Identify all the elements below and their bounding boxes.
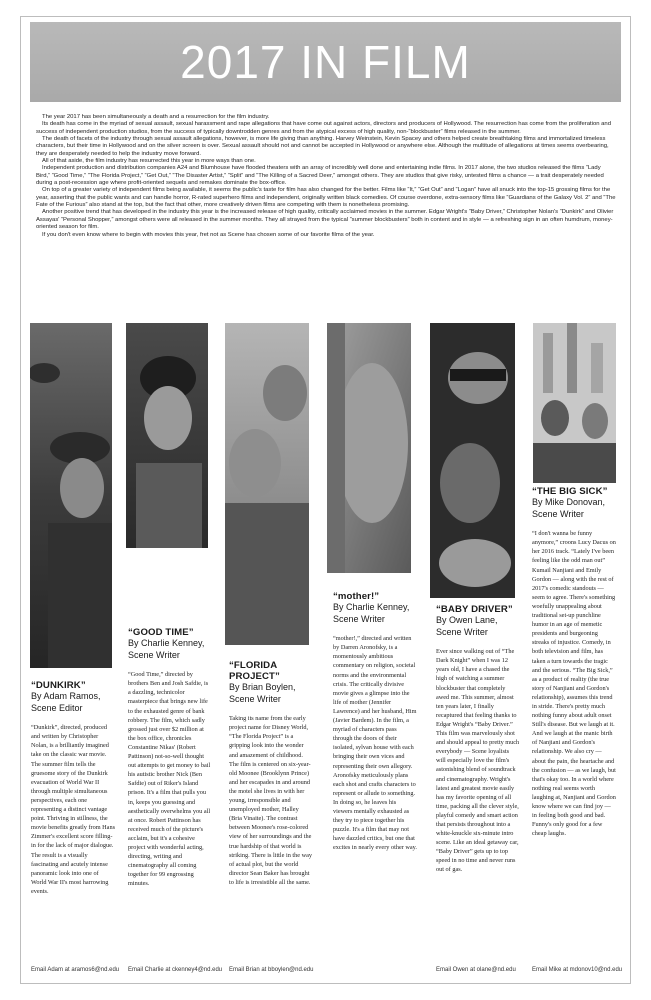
good-time-review	[128, 627, 212, 888]
review-title: “THE BIG SICK”	[532, 486, 608, 497]
intro-paragraph: On top of a greater variety of independent films being available, it seems the public's taste for film has also changed for the better. Films like “It,” “Get Out” and “Logan” have all snuck into the top-15 grossing films for the year, asserting that the public wants and can handle horror, R-rated superhero films and independent, originally written black comedies. Of course overdone, extra-sensory films like “Guardians of the Galaxy Vol. 2” and “The Fate of the Furious” also stand at the top, but the fact that other, more creatively driven films are competing with them is nonetheless promising.	[36, 187, 616, 209]
intro-paragraph: The death of facets of the industry through sexual assault allegations, however, is more life giving than anything. Harvey Weinstein, Kevin Spacey and others helped create breathtaking films and immortalized timeless characters, but their time in Hollywood and on the silver screen is over. Sexual assault should not and cannot be accepted in Hollywood or anywhere else. Although the multitude of allegations at times seems overbearing, they are desperately needed to help the industry move forward.	[36, 136, 609, 157]
review-title: “DUNKIRK”	[31, 680, 86, 691]
review-byline: By Adam Ramos,	[31, 691, 101, 701]
baby-driver-photo	[430, 323, 515, 598]
review-title: “BABY DRIVER”	[436, 604, 513, 615]
review-author-role: Scene Writer	[333, 613, 385, 624]
page-title: 2017 IN FILM	[180, 36, 471, 88]
intro-paragraph: The year 2017 has been simultaneously a death and a resurrection for the film industry.	[42, 114, 270, 120]
review-body: Taking its name from the early project name for Disney World, “The Florida Project” is a gripping look into the wonder and amazement of childhood. The film is centered on six-year-old Moonee (Brooklynn Prince) and her escapades in and around the motel she lives in with her young, irresponsible and unemployed mother, Halley (Bria Vinaite). The contrast between Moonee's rose-colored view of her surroundings and the true hardship of that world is striking. There is little in the way of actual plot, but the world director Sean Baker has brought to life is irresistible all the same.	[229, 715, 313, 886]
review-body: “I don't wanna be funny anymore,” croons Lucy Dacus on her 2016 track. “Lately I've been feeling like the odd man out” Kumail Nanjiani and Emily Gordon — along with the rest of 2017's comedic standouts — seem to agree. There's something woefully unappealing about traditional set-up punchline humor in an age of memetic presidents and burgeoning streaks of injustice. Comedy, in both television and film, has taken a turn towards the tragic and the serious. “The Big Sick,” as a product of reality (the true story of Nanjiani and Gordon's relationship), assumes this trend in stride. There's pretty much nothing funny about adult onset Still's disease. But we laugh at it. And we laugh at the manic birth of Nanjiani and Gordon's relationship. We also cry — about the pain, the heartache and the confusion — as we laugh, but that's okay too. In a world where nothing real seems worth laughing at, Nanjiani and Gordon know where we can find joy — in feeling both good and bad. Funny's only good for a few cheap laughs.	[532, 530, 616, 838]
review-body: “Good Time,” directed by brothers Ben and Josh Safdie, is a dazzling, technicolor masterpiece that brings new life to the exhausted genre of bank robbery. The film, which sadly grossed just over $2 million at the box office, chronicles Constantine Nikas' (Robert Pattinson) not-so-well thought out attempts to get money to bail his autistic brother Nick (Ben Safdie) out of Riker's Island prison. It's a film that pulls you in, keeps you guessing and aesthetically overwhelms you all at once. Robert Pattinson has received much of the picture's acclaim, but it's a cohesive project with wonderful acting, directing, writing and cinematography all coming together for 99 engrossing minutes.	[128, 671, 211, 888]
dunkirk-review	[31, 680, 115, 896]
review-byline: By Brian Boylen,	[229, 682, 296, 692]
dunkirk-photo	[30, 323, 112, 668]
review-byline: By Mike Donovan,	[532, 497, 606, 507]
review-byline: By Charlie Kenney,	[128, 638, 205, 648]
review-author-role: Scene Writer	[532, 508, 584, 519]
author-email: Email Mike at mdonov10@nd.edu	[532, 967, 623, 973]
mother-review	[333, 591, 417, 852]
review-body: “Dunkirk”, directed, produced and written by Christopher Nolan, is a brilliantly imagined take on the classic war movie. The summer film tells the gruesome story of the Dunkirk evacuation of World War II through multiple simultaneous perspectives, each one representing a distinct vantage point. Thriving in stillness, the movie benefits greatly from Hans Zimmer's excellent score filling-in for the lack of major dialogue. The result is a visually fascinating and acutely intense panoramic look into one of World War II's most harrowing events.	[31, 724, 116, 895]
intro-paragraph: Another positive trend that has developed in the industry this year is the increased release of high quality, critically acclaimed movies in the summer. Edgar Wright's “Baby Driver,” Christopher Nolan's “Dunkirk” and Olivier Assayas' “Personal Shopper,” amongst others were all released in the summer months. They all strayed from the typical “summer blockbusters” both in content and in style — a refreshing sign in an often humdrum, money-oriented season for film.	[36, 209, 614, 231]
review-body: “mother!,” directed and written by Darren Aronofsky, is a momentously ambitious commentary on religion, societal norms and the environmental crisis. The critically divisive movie gives a glimpse into the life of mother (Jennifer Lawrence) and her husband, Him (Javier Bardem). In the film, a myriad of characters pass through the doors of their isolated, sylvan house with each bringing their own vices and representing their own allegory. Aronofsky meticulously plans each shot and crafts characters to represent or allude to something. In doing so, he leaves his viewers mentally exhausted as they try to piece together his puzzle. It's a film that may not have dazzled critics, but one that excites in nearly every other way.	[333, 635, 417, 852]
author-email: Email Charlie at ckenney4@nd.edu	[128, 967, 223, 973]
author-email: Email Owen at olane@nd.edu	[436, 967, 516, 973]
florida-project-photo	[225, 323, 309, 645]
intro-paragraph: Independent production and distribution companies A24 and Blumhouse have flooded theaters with an array of incredibly well done and entertaining indie films. In 2017 alone, the two studios released the films “Lady Bird,” “Good Time,” “The Florida Project,” “Get Out,” “The Disaster Artist,” “Split” and “The Killing of a Sacred Deer,” amongst others. They are studios that give risky, untested films a chance — a trait desperately needed during a post-recession age where profit-oriented sequels and remakes dominate the box-office.	[36, 165, 604, 187]
big-sick-photo	[533, 323, 616, 483]
author-email: Email Brian at bboylen@nd.edu	[229, 967, 314, 973]
review-byline: By Owen Lane,	[436, 615, 498, 625]
review-title: “mother!”	[333, 591, 380, 602]
review-author-role: Scene Editor	[31, 702, 83, 713]
review-author-role: Scene Writer	[436, 626, 488, 637]
review-author-role: Scene Writer	[128, 649, 180, 660]
intro-paragraph: If you don't even know where to begin with movies this year, fret not as Scene has chosen some of our favorite films of the year.	[42, 231, 375, 238]
big-sick-review	[532, 486, 616, 838]
review-title: “FLORIDA PROJECT”	[229, 660, 280, 682]
review-title: “GOOD TIME”	[128, 627, 194, 638]
florida-project-review	[229, 660, 313, 887]
intro-paragraph: All of that aside, the film industry has resurrected this year in more ways than one.	[42, 158, 256, 165]
intro-article	[36, 114, 616, 239]
intro-paragraph: Its death has come in the myriad of sexual assault, sexual harassment and rape allegations that have come out against actors, directors and producers of Hollywood. The resurrection has come from the proliferation and success of independent production studios, from the success of typically downtrodden genres and from the atypical excess of high quality, non-“blockbuster” films released in the summer.	[36, 121, 611, 135]
mother-photo	[327, 323, 411, 573]
review-byline: By Charlie Kenney,	[333, 602, 410, 612]
review-body: Ever since walking out of “The Dark Knight” when I was 12 years old, I have a chased the high of watching a summer blockbuster that completely awed me. This summer, almost ten years later, I finally recaptured that feeling thanks to Edgar Wright's “Baby Driver.” This film was marvelously shot and should appeal to pretty much everybody — Scene loyalists will especially love the film's astonishing blend of soundtrack and cinematography. Wright's latest and greatest movie easily has my favorite opening of all time, packing all the clever style, playful comedy and smart action that persists throughout into a white-knuckle six-minute intro scene. Like an ideal getaway car, “Baby Driver” gets up to top speed in no time and never runs out of gas.	[436, 648, 520, 874]
good-time-photo	[126, 323, 208, 548]
author-email: Email Adam at aramos6@nd.edu	[31, 967, 120, 973]
baby-driver-review	[436, 604, 520, 875]
review-author-role: Scene Writer	[229, 693, 281, 704]
header-banner	[30, 22, 621, 102]
